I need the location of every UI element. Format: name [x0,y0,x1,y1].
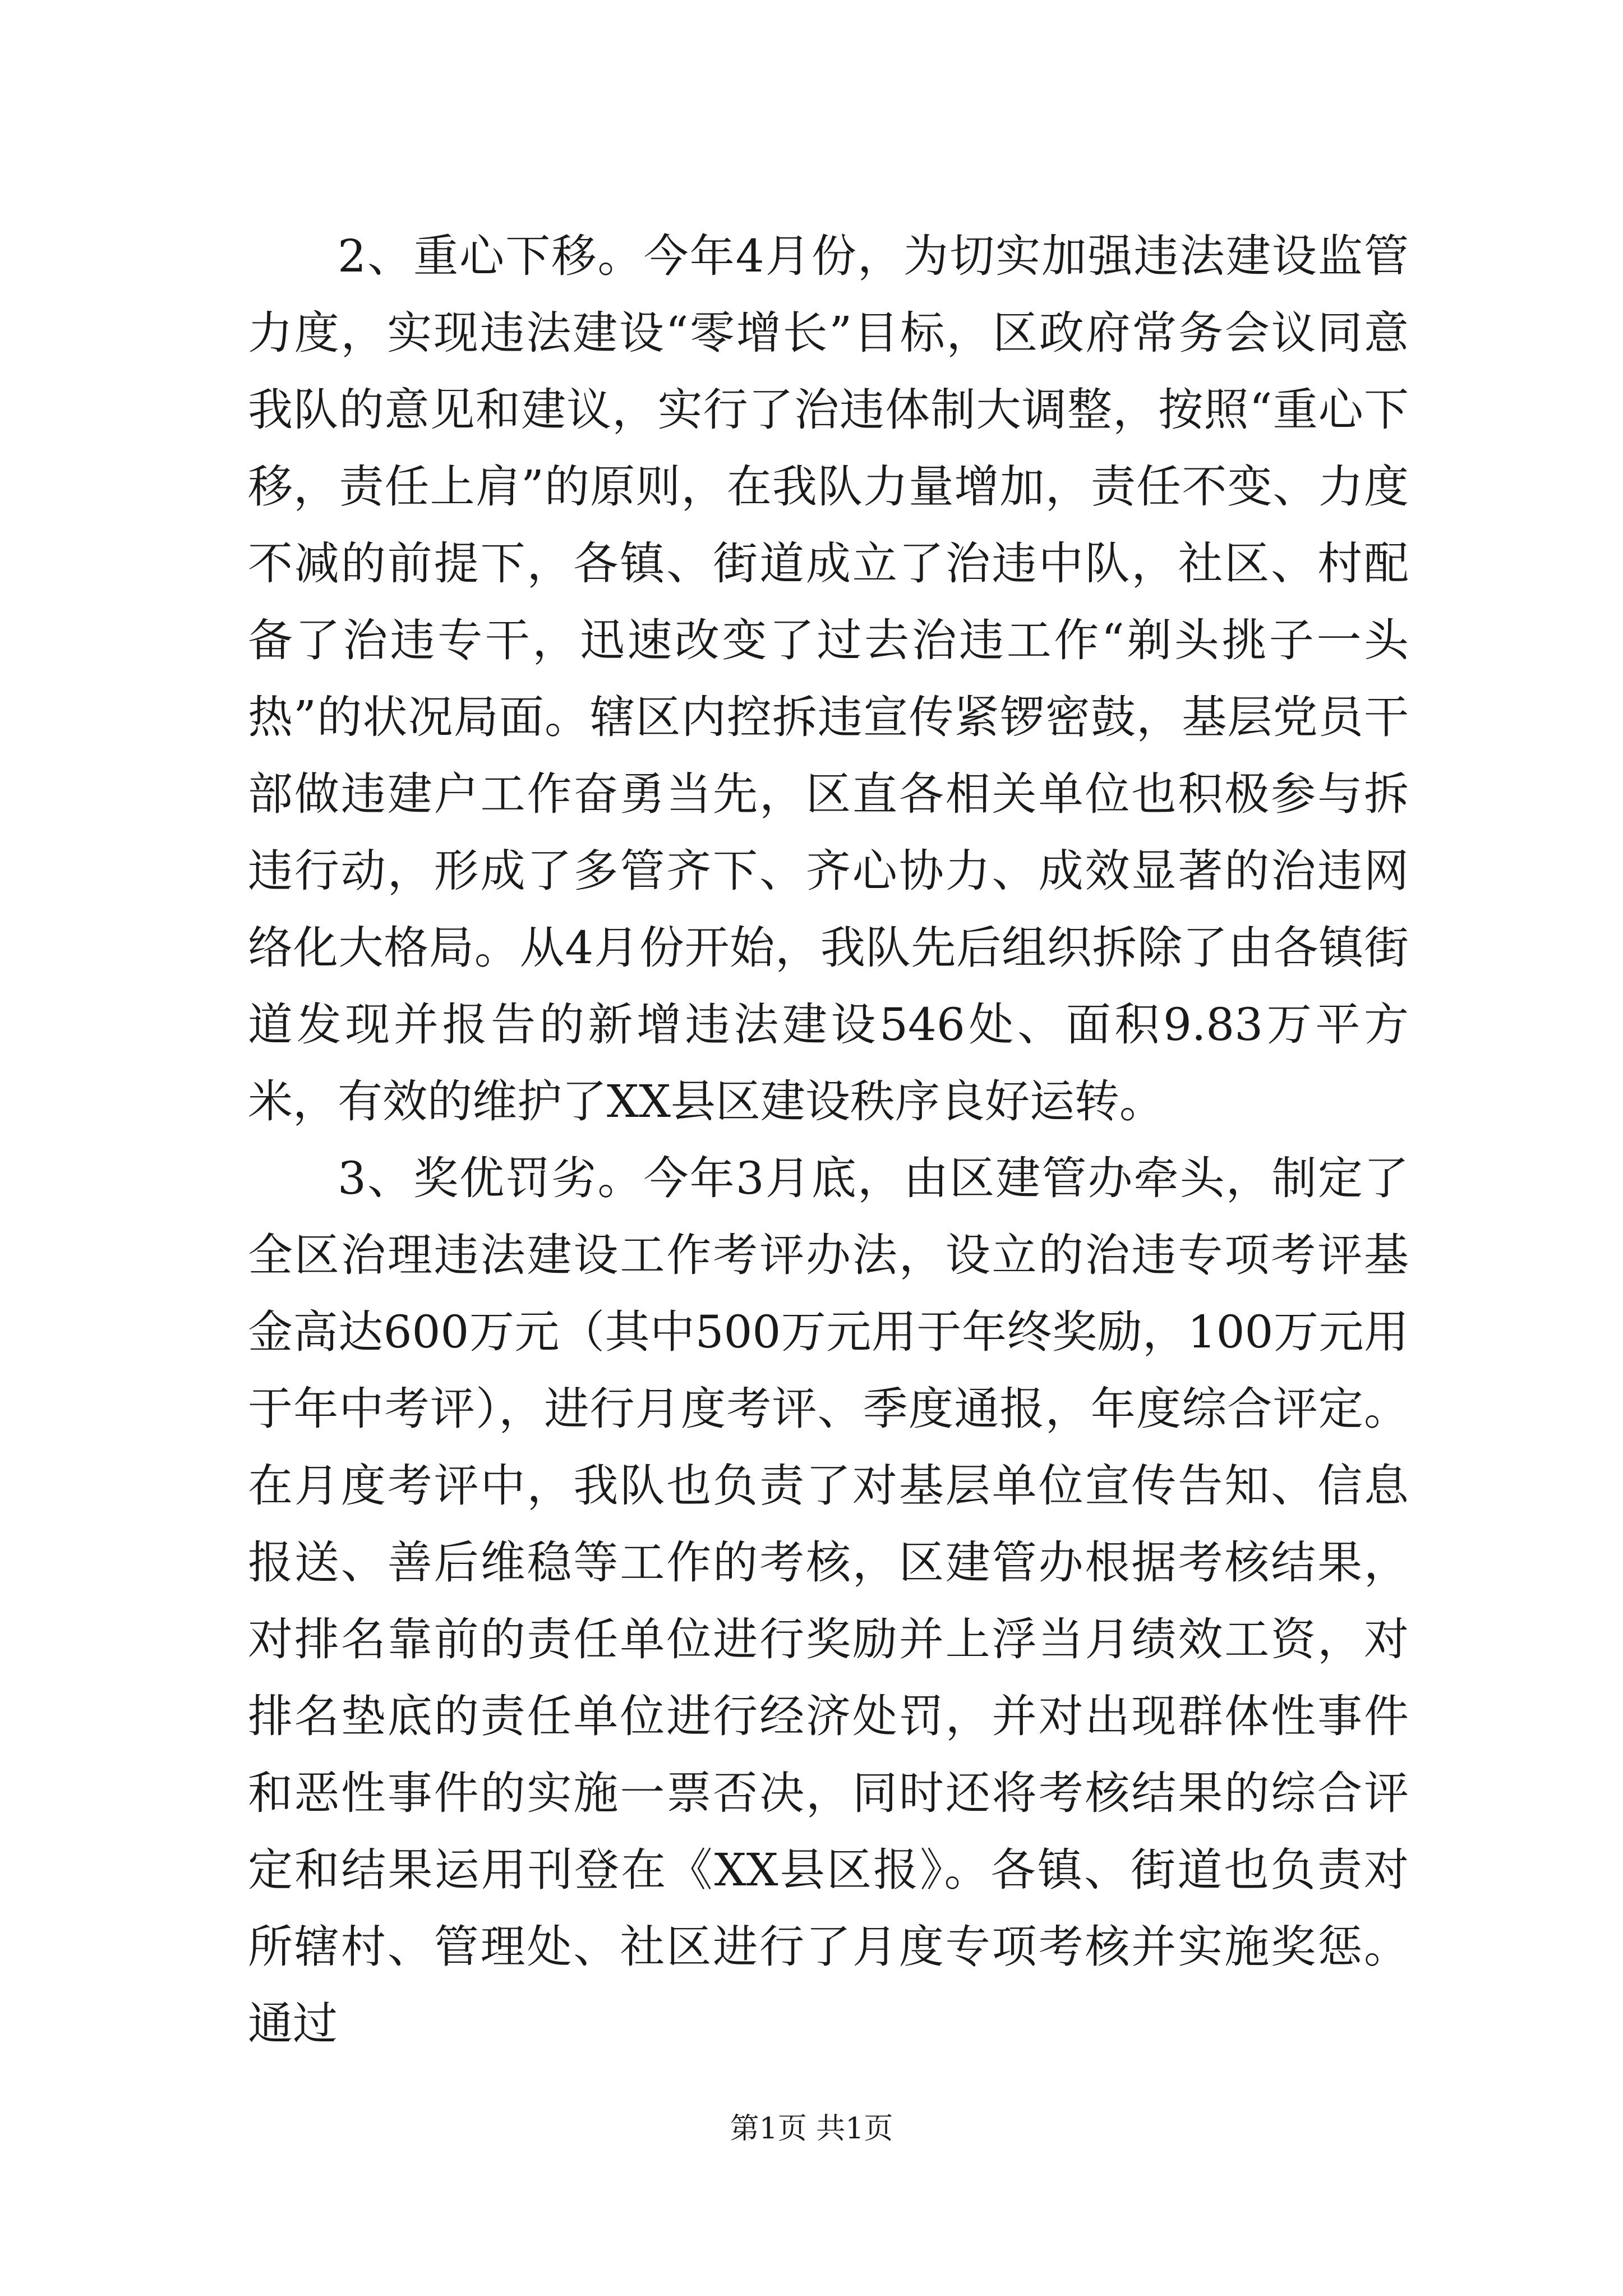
paragraph-2-shift-focus: 2、重心下移。今年4月份，为切实加强违法建设监管力度，实现违法建设“零增长”目标，区政府常务会议同意我队的意见和建议，实行了治违体制大调整，按照“重心下移，责任上肩”的原则，在我队力量增加，责任不变、力度不减的前提下，各镇、街道成立了治违中队，社区、村配备了治违专干，迅速改变了过去治违工作“剃头挑子一头热”的状况局面。辖区内控拆违宣传紧锣密鼓，基层党员干部做违建户工作奋勇当先，区直各相关单位也积极参与拆违行动，形成了多管齐下、齐心协力、成效显著的治违网络化大格局。从4月份开始，我队先后组织拆除了由各镇街道发现并报告的新增违法建设546处、面积9.83万平方米，有效的维护了XX县区建设秩序良好运转。 [248,230,1409,1128]
page-footer: 第1页 共1页 [730,2112,893,2146]
document-body [248,218,1409,2062]
paragraph-3-reward-penalty: 3、奖优罚劣。今年3月底，由区建管办牵头，制定了全区治理违法建设工作考评办法，设立的治违专项考评基金高达600万元（其中500万元用于年终奖励，100万元用于年中考评），进行月度考评、季度通报，年度综合评定。在月度考评中，我队也负责了对基层单位宣传告知、信息报送、善后维稳等工作的考核，区建管办根据考核结果，对排名靠前的责任单位进行奖励并上浮当月绩效工资，对排名垫底的责任单位进行经济处罚，并对出现群体性事件和恶性事件的实施一票否决，同时还将考核结果的综合评定和结果运用刊登在《XX县区报》。各镇、街道也负责对所辖村、管理处、社区进行了月度专项考核并实施奖惩。通过 [248,1152,1409,2050]
